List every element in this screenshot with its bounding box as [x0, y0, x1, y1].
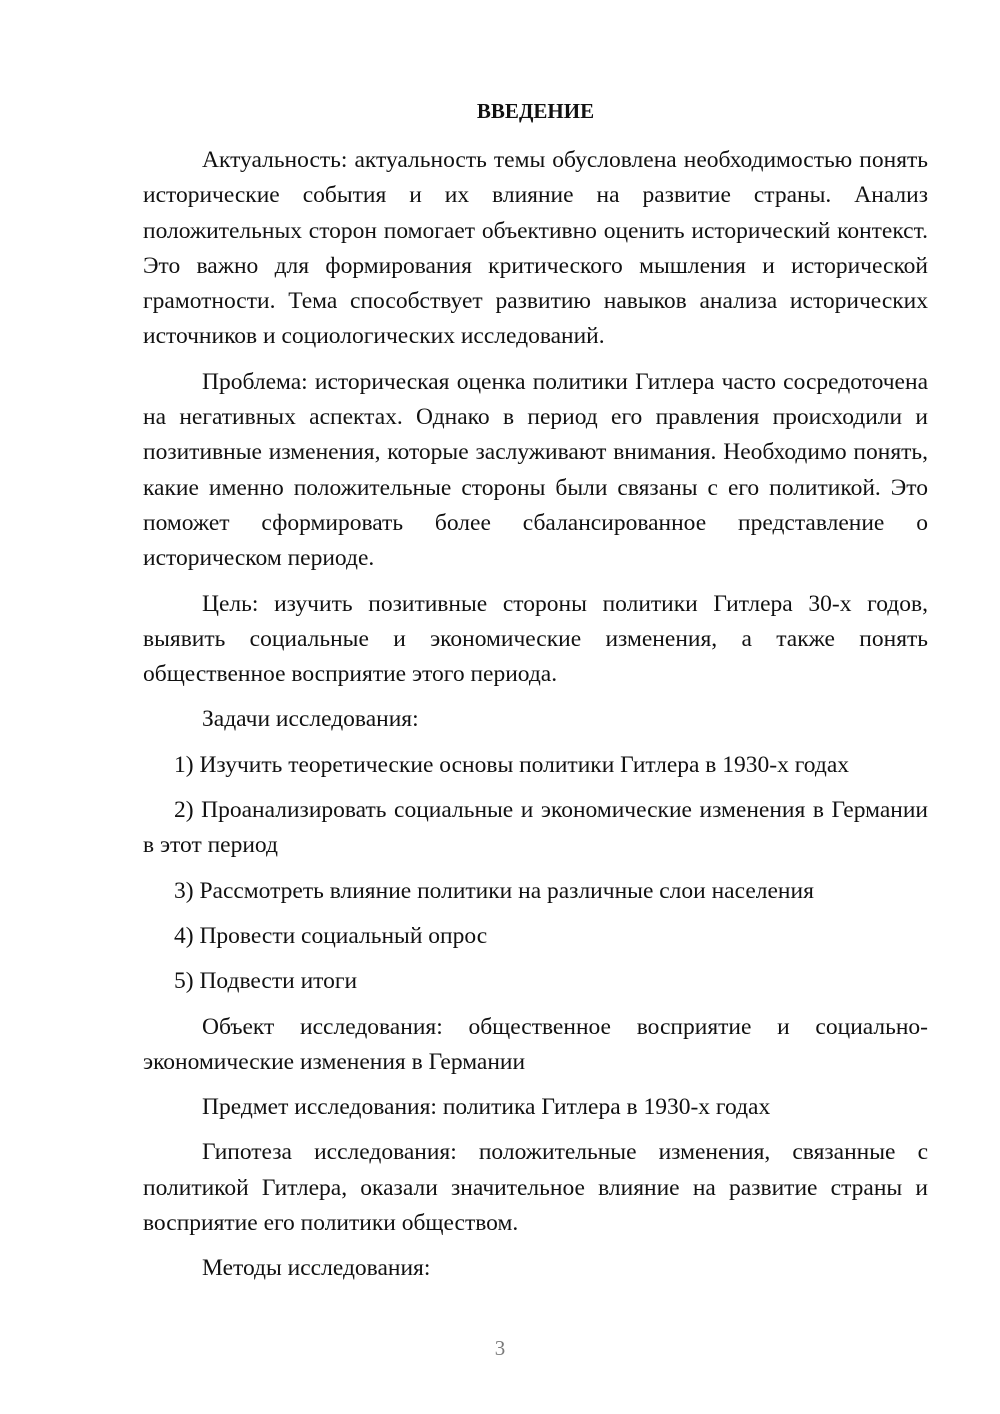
relevance-paragraph: Актуальность: актуальность темы обусловлена необходимостью понять исторические события и их влияние на развитие страны. Анализ положительных сторон помогает объективно оценить исторический контекст. Это важно для формирования критического мышления и исторической грамотности. Тема способствует развитию навыков анализа исторических источников и социологических исследований. [143, 147, 928, 350]
goal-paragraph: Цель: изучить позитивные стороны политики Гитлера 30-х годов, выявить социальные и экономические изменения, а также понять общественное восприятие этого периода. [143, 590, 928, 688]
hypothesis-paragraph: Гипотеза исследования: положительные изменения, связанные с политикой Гитлера, оказали значительное влияние на развитие страны и восприятие его политики обществом. [143, 1139, 928, 1237]
section-heading: ВВЕДЕНИЕ [476, 99, 595, 123]
object-paragraph: Объект исследования: общественное восприятие и социально-экономические изменения в Германии [143, 1013, 928, 1075]
problem-paragraph: Проблема: историческая оценка политики Гитлера часто сосредоточена на негативных аспектах. Однако в период его правления происходили и позитивные изменения, которые заслуживают внимания. Необходимо понять, какие именно положительные стороны были связаны с его политикой. Это поможет сформировать более сбалансированное представление о историческом периоде. [143, 368, 928, 572]
task-item: 2) Проанализировать социальные и экономические изменения в Германии в этот период [143, 797, 928, 859]
task-item: 3) Рассмотреть влияние политики на различные слои населения [174, 877, 814, 904]
tasks-heading: Задачи исследования: [202, 706, 419, 733]
task-item: 1) Изучить теоретические основы политики Гитлера в 1930-х годах [174, 751, 849, 778]
subject-paragraph: Предмет исследования: политика Гитлера в 1930-х годах [202, 1094, 771, 1121]
task-item: 5) Подвести итоги [174, 968, 358, 995]
task-item: 4) Провести социальный опрос [174, 922, 488, 949]
body-text [143, 143, 928, 1297]
methods-heading: Методы исследования: [202, 1255, 431, 1282]
page-number: 3 [494, 1336, 506, 1360]
